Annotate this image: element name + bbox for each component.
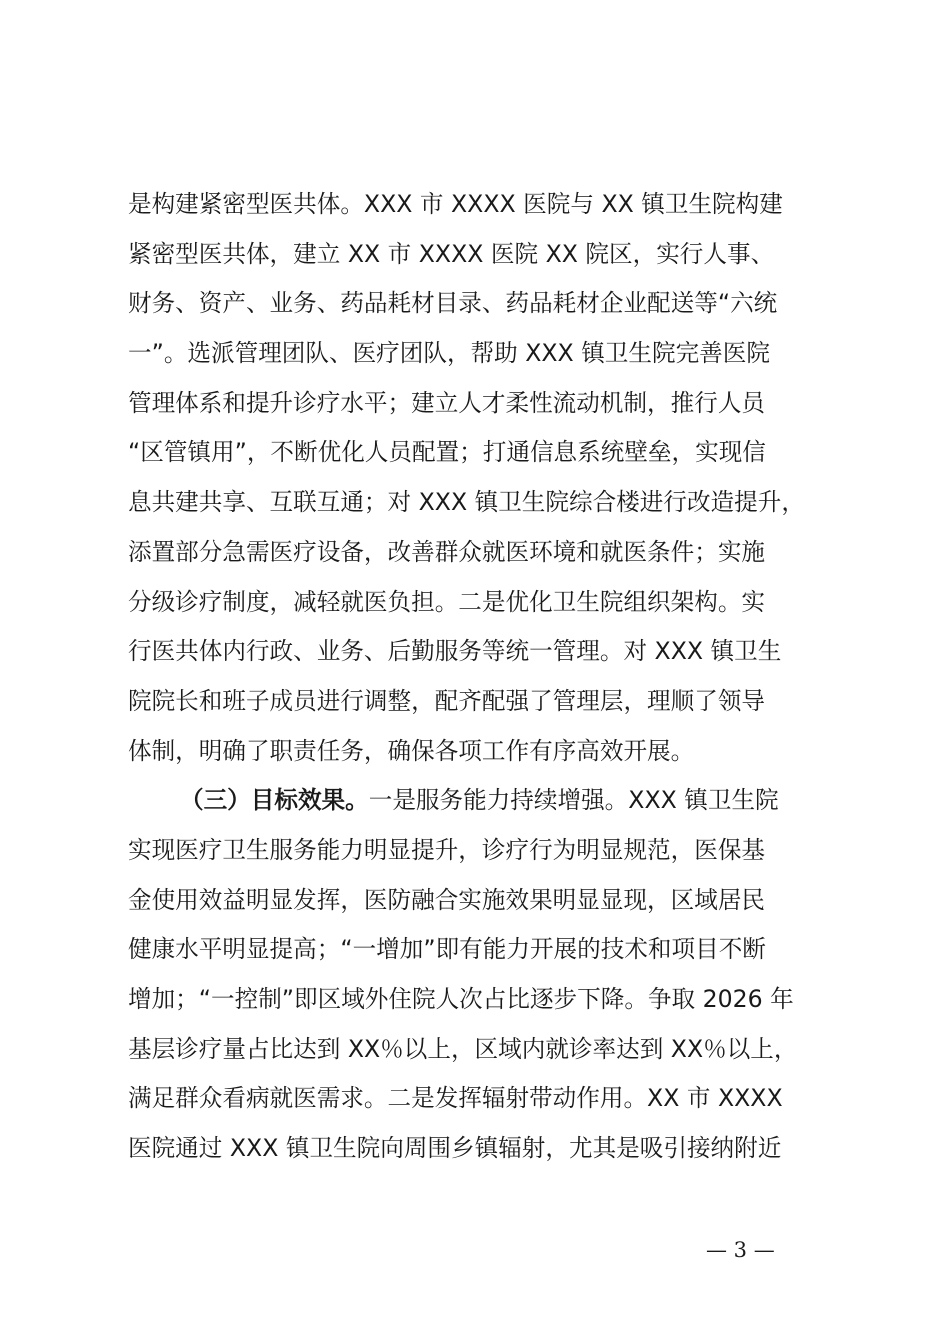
paragraph-line: 实现医疗卫生服务能力明显提升，诊疗行为明显规范，医保基: [128, 835, 766, 864]
body-text: [128, 180, 858, 1174]
paragraph-line: 紧密型医共体，建立 XX 市 XXXX 医院 XX 院区，实行人事、: [128, 239, 775, 268]
section-first-line-text: 一是服务能力持续增强。XXX 镇卫生院: [368, 786, 779, 815]
paragraph-line: 满足群众看病就医需求。二是发挥辐射带动作用。XX 市 XXXX: [128, 1084, 783, 1113]
paragraph-line: 一”。选派管理团队、医疗团队，帮助 XXX 镇卫生院完善医院: [128, 339, 770, 368]
paragraph-line: 健康水平明显提高；“一增加”即有能力开展的技术和项目不断: [128, 935, 766, 964]
paragraph-line: 分级诊疗制度，减轻就医负担。二是优化卫生院组织架构。实: [128, 587, 766, 616]
page-number: — 3 —: [706, 1238, 775, 1262]
paragraph-line: 行医共体内行政、业务、后勤服务等统一管理。对 XXX 镇卫生: [128, 637, 782, 666]
paragraph-line: 院院长和班子成员进行调整，配齐配强了管理层，理顺了领导: [128, 686, 766, 715]
paragraph-line: 添置部分急需医疗设备，改善群众就医环境和就医条件；实施: [128, 537, 766, 566]
section-heading: （三）目标效果。: [180, 786, 369, 815]
paragraph-line: 医院通过 XXX 镇卫生院向周围乡镇辐射，尤其是吸引接纳附近: [128, 1134, 782, 1163]
section-first-line: [128, 776, 858, 826]
paragraph-line: 管理体系和提升诊疗水平；建立人才柔性流动机制，推行人员: [128, 388, 766, 417]
paragraph-line: 增加；“一控制”即区域外住院人次占比逐步下降。争取 2026 年: [128, 985, 794, 1013]
paragraph-line: 息共建共享、互联互通；对 XXX 镇卫生院综合楼进行改造提升，: [128, 488, 805, 517]
paragraph-line: 是构建紧密型医共体。XXX 市 XXXX 医院与 XX 镇卫生院构建: [128, 190, 783, 218]
paragraph-line: 体制，明确了职责任务，确保各项工作有序高效开展。: [128, 736, 695, 765]
paragraph-line: 财务、资产、业务、药品耗材目录、药品耗材企业配送等“六统: [128, 289, 778, 318]
paragraph-line: “区管镇用”，不断优化人员配置；打通信息系统壁垒，实现信: [128, 438, 766, 467]
paragraph-line: 金使用效益明显发挥，医防融合实施效果明显显现，区域居民: [128, 885, 766, 914]
paragraph-line: 基层诊疗量占比达到 XX％以上，区域内就诊率达到 XX％以上，: [128, 1034, 798, 1063]
